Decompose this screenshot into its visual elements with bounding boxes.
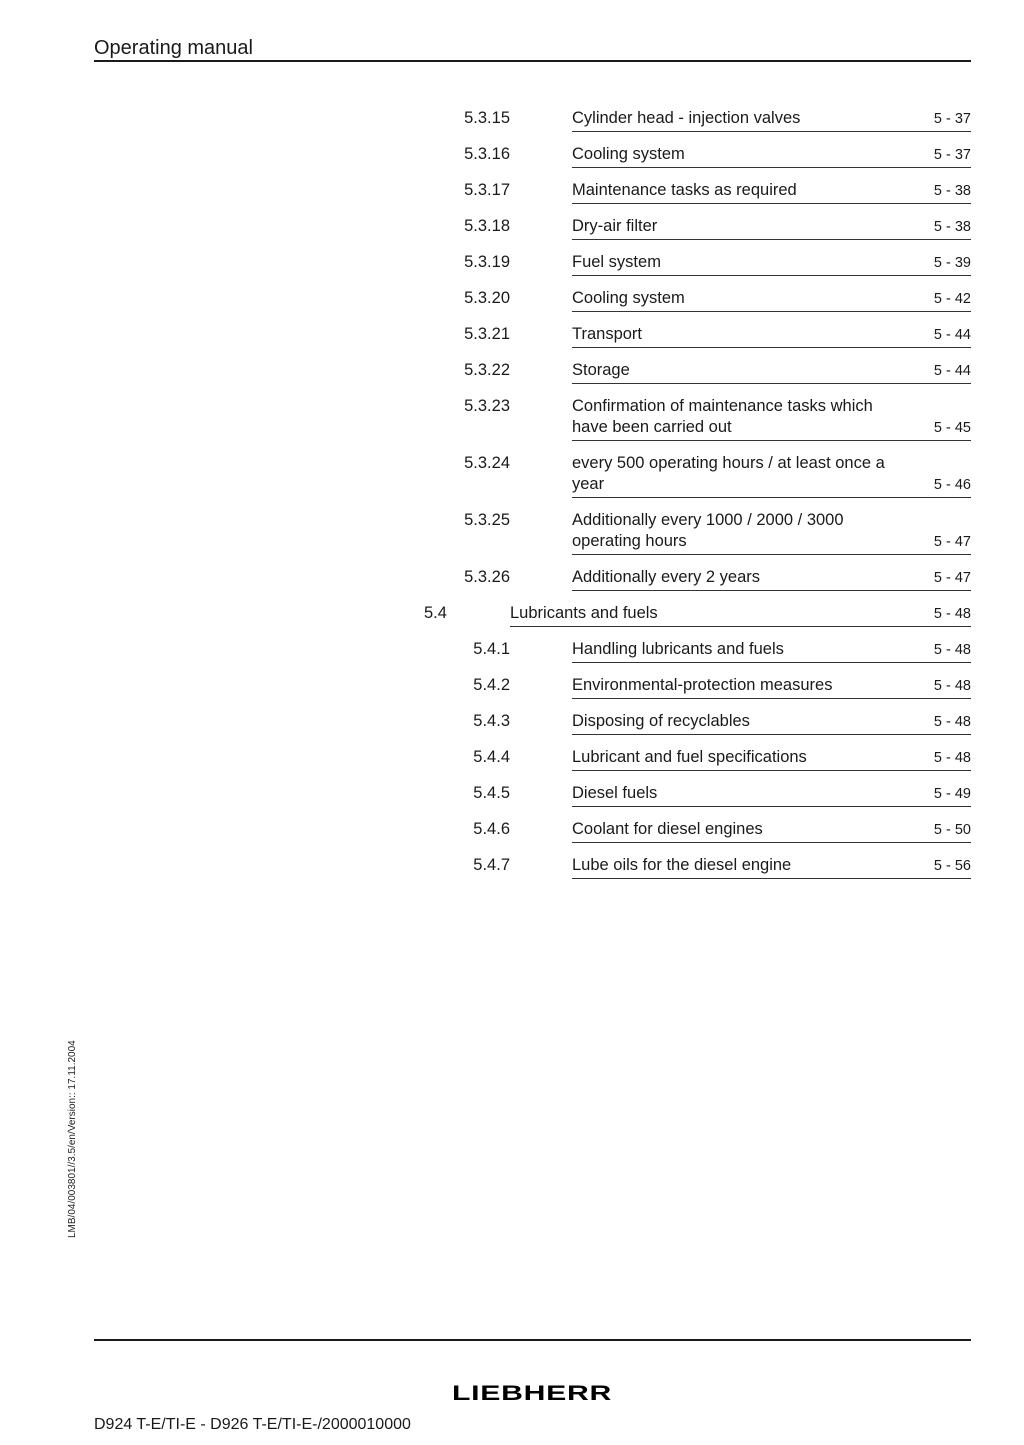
toc-entry-title: Handling lubricants and fuels (572, 640, 784, 658)
toc-entry-underline (572, 806, 971, 807)
toc-entry-underline (572, 698, 971, 699)
toc-entry-underline (572, 167, 971, 168)
toc-entry-number: 5.3.15 (464, 109, 510, 127)
toc-entry-title: Cooling system (572, 145, 685, 163)
toc-entry (0, 144, 1024, 169)
toc-entry (0, 783, 1024, 808)
toc-entry-page: 5 - 44 (933, 363, 971, 379)
toc-entry-underline (572, 131, 971, 132)
toc-entry-number: 5.4 (424, 604, 447, 622)
toc-entry-title: Transport (572, 325, 642, 343)
toc-entry-title: Lube oils for the diesel engine (572, 856, 792, 874)
toc-entry-title: every 500 operating hours / at least once a year (572, 454, 885, 493)
toc-entry-page: 5 - 49 (933, 786, 971, 802)
toc-entry-number: 5.3.24 (464, 454, 510, 472)
toc-entry-number: 5.3.16 (464, 145, 510, 163)
toc-entry-underline (572, 440, 971, 441)
toc-entry-page: 5 - 38 (933, 219, 971, 235)
toc-entry (0, 711, 1024, 736)
toc-entry-title: Disposing of recyclables (572, 712, 750, 730)
toc-entry-underline (572, 497, 971, 498)
toc-entry-underline (572, 878, 971, 879)
toc-entry-number: 5.3.25 (464, 511, 510, 529)
toc-entry-page: 5 - 48 (933, 642, 971, 658)
toc-entry-underline (572, 383, 971, 384)
toc-entry-number: 5.4.5 (473, 784, 510, 802)
toc-entry-number: 5.3.18 (464, 217, 510, 235)
toc-entry-number: 5.4.2 (473, 676, 510, 694)
toc-entry-number: 5.3.21 (464, 325, 510, 343)
toc-entry (0, 453, 1024, 499)
toc-entry-underline (572, 239, 971, 240)
toc-entry (0, 855, 1024, 880)
toc-entry-underline (510, 626, 971, 627)
toc-entry-title: Environmental-protection measures (572, 676, 833, 694)
page-header-title: Operating manual (94, 37, 253, 59)
toc-entry (0, 216, 1024, 241)
header-divider (94, 60, 971, 62)
toc-entry (0, 675, 1024, 700)
toc-entry-page: 5 - 56 (933, 858, 971, 874)
toc-entry-number: 5.3.19 (464, 253, 510, 271)
toc-entry-page: 5 - 44 (933, 327, 971, 343)
toc-entry (0, 639, 1024, 664)
toc-entry-number: 5.3.20 (464, 289, 510, 307)
toc-entry-title: Maintenance tasks as required (572, 181, 797, 199)
toc-entry-underline (572, 842, 971, 843)
toc-entry (0, 819, 1024, 844)
toc-entry-title: Dry-air filter (572, 217, 658, 235)
toc-entry-number: 5.3.26 (464, 568, 510, 586)
toc-entry-number: 5.4.7 (473, 856, 510, 874)
toc-entry (0, 567, 1024, 592)
toc-entry-page: 5 - 46 (933, 477, 971, 493)
toc-entry-page: 5 - 39 (933, 255, 971, 271)
toc-entry-number: 5.4.3 (473, 712, 510, 730)
toc-entry (0, 324, 1024, 349)
toc-entry-page: 5 - 45 (933, 420, 971, 436)
version-note: LMB/04/003801//3.5/en/Version:: 17.11.2004 (67, 1040, 78, 1238)
toc-entry-title: Cooling system (572, 289, 685, 307)
toc-entry-title: Lubricants and fuels (510, 604, 658, 622)
toc-entry-underline (572, 311, 971, 312)
toc-entry-number: 5.4.6 (473, 820, 510, 838)
toc-entry-underline (572, 203, 971, 204)
toc-entry-page: 5 - 47 (933, 570, 971, 586)
toc-entry-page: 5 - 48 (933, 714, 971, 730)
toc-entry-page: 5 - 48 (933, 678, 971, 694)
toc-entry-underline (572, 347, 971, 348)
toc-entry-title: Coolant for diesel engines (572, 820, 763, 838)
toc-entry (0, 510, 1024, 556)
toc-entry-underline (572, 590, 971, 591)
toc-entry-title: Lubricant and fuel specifications (572, 748, 807, 766)
toc-entry-underline (572, 275, 971, 276)
toc-entry-title: Storage (572, 361, 630, 379)
toc-entry-title: Fuel system (572, 253, 661, 271)
toc-entry (0, 180, 1024, 205)
toc-entry (0, 360, 1024, 385)
toc-entry-page: 5 - 48 (933, 750, 971, 766)
toc-entry (0, 747, 1024, 772)
toc-entry (0, 603, 1024, 628)
toc-entry-title: Diesel fuels (572, 784, 658, 802)
toc-entry-underline (572, 554, 971, 555)
toc-entry-title: Additionally every 2 years (572, 568, 761, 586)
footer-doc-id: D924 T-E/TI-E - D926 T-E/TI-E-/2000010000 (94, 1416, 411, 1433)
toc-entry-page: 5 - 42 (933, 291, 971, 307)
toc-entry-number: 5.4.4 (473, 748, 510, 766)
toc-entry-title: Cylinder head - injection valves (572, 109, 801, 127)
toc-entry (0, 288, 1024, 313)
toc-entry-page: 5 - 48 (933, 606, 971, 622)
toc-entry-page: 5 - 47 (933, 534, 971, 550)
toc-entry-number: 5.4.1 (473, 640, 510, 658)
toc-entry (0, 252, 1024, 277)
toc-entry-page: 5 - 37 (933, 111, 971, 127)
logo-text: LIEBHERR (452, 1384, 612, 1402)
toc-entry (0, 108, 1024, 133)
liebherr-logo (452, 1384, 612, 1402)
toc-entry-page: 5 - 38 (933, 183, 971, 199)
toc-entry-underline (572, 734, 971, 735)
toc-entry-page: 5 - 37 (933, 147, 971, 163)
toc-entry-title: Additionally every 1000 / 2000 / 3000 operating hours (572, 511, 844, 550)
toc-entry-number: 5.3.23 (464, 397, 510, 415)
toc-entry-underline (572, 770, 971, 771)
toc-entry-page: 5 - 50 (933, 822, 971, 838)
toc-entry-underline (572, 662, 971, 663)
toc-entry (0, 396, 1024, 442)
toc-entry-title: Confirmation of maintenance tasks which have been carried out (572, 397, 873, 436)
toc-entry-number: 5.3.22 (464, 361, 510, 379)
toc-entry-number: 5.3.17 (464, 181, 510, 199)
footer-divider (94, 1339, 971, 1341)
